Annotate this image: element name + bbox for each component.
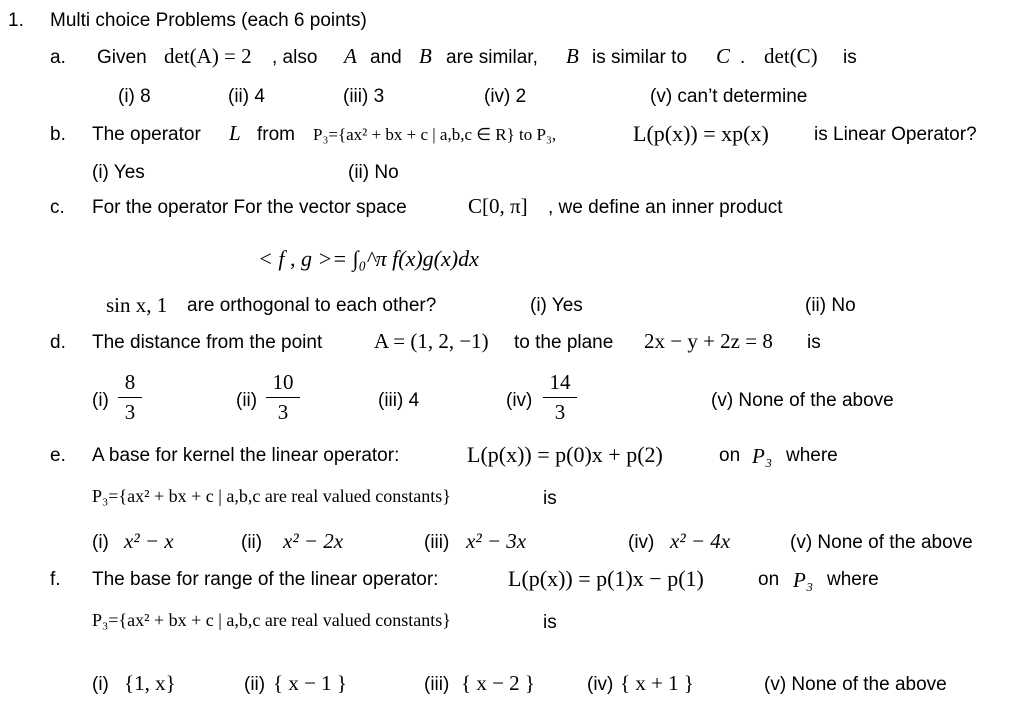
item-f-math: P₃	[793, 568, 814, 592]
fraction	[266, 370, 300, 425]
option-d-i[interactable]: (i)	[92, 390, 109, 411]
item-e-text: is	[543, 488, 557, 509]
option-e-iv-math: x² − 4x	[670, 529, 731, 553]
item-b-math: P₃={ax² + bx + c | a,b,c ∈ R} to P₃,	[313, 125, 557, 144]
option-e-i-math: x² − x	[124, 529, 174, 553]
fraction-denominator: 3	[554, 400, 566, 424]
item-f-math: P₃={ax² + bx + c | a,b,c are real valued constants}	[92, 610, 451, 630]
item-d-label: d.	[50, 332, 66, 353]
item-c-math: sin x, 1	[106, 293, 168, 317]
option-a-iii[interactable]: (iii) 3	[343, 86, 385, 107]
option-a-i[interactable]: (i) 8	[118, 86, 151, 107]
item-b-label: b.	[50, 124, 66, 145]
option-a-v[interactable]: (v) can’t determine	[650, 86, 808, 107]
item-a-text: .	[740, 47, 746, 68]
problem-heading: Multi choice Problems (each 6 points)	[50, 10, 367, 31]
option-f-ii-math: { x − 1 }	[273, 671, 348, 695]
item-f-text: The base for range of the linear operator:	[92, 569, 439, 590]
item-d-math: 2x − y + 2z = 8	[644, 329, 773, 353]
option-f-i[interactable]: (i)	[92, 674, 109, 695]
item-a-math: A	[344, 44, 357, 68]
item-e-text: where	[786, 445, 838, 466]
inner-product-formula: < f , g >= ∫₀^π f(x)g(x)dx	[258, 246, 479, 271]
option-f-ii[interactable]: (ii)	[244, 674, 266, 695]
item-a-label: a.	[50, 47, 66, 68]
option-f-iv-math: { x + 1 }	[620, 671, 695, 695]
item-f-math: L(p(x)) = p(1)x − p(1)	[508, 566, 704, 591]
option-d-iv[interactable]: (iv)	[506, 390, 533, 411]
fraction-numerator: 10	[272, 370, 294, 394]
item-e-text: A base for kernel the linear operator:	[92, 445, 400, 466]
item-f-label: f.	[50, 569, 61, 590]
item-c-math: C[0, π]	[468, 194, 528, 218]
item-a-text: Given	[97, 47, 147, 68]
item-b-math: L	[229, 121, 241, 145]
item-b-math: L(p(x)) = xp(x)	[633, 121, 769, 146]
item-b-text: is Linear Operator?	[814, 124, 977, 145]
option-d-ii[interactable]: (ii)	[236, 390, 258, 411]
item-d-math: A = (1, 2, −1)	[374, 329, 489, 353]
item-a-math: B	[566, 44, 579, 68]
fraction-bar	[266, 397, 300, 398]
option-d-v[interactable]: (v) None of the above	[711, 390, 894, 411]
option-e-i[interactable]: (i)	[92, 532, 109, 553]
item-d-text: is	[807, 332, 821, 353]
option-e-iii-math: x² − 3x	[466, 529, 527, 553]
item-a-text: is	[843, 47, 857, 68]
problem-number: 1.	[8, 10, 24, 31]
item-b-text: The operator	[92, 124, 201, 145]
item-e-label: e.	[50, 445, 66, 466]
option-c-ii[interactable]: (ii) No	[805, 295, 856, 316]
item-a-math: C	[716, 44, 731, 68]
option-e-ii-math: x² − 2x	[283, 529, 344, 553]
item-c-text: are orthogonal to each other?	[187, 295, 437, 316]
item-b-text: from	[257, 124, 295, 145]
item-a-text: are similar,	[446, 47, 538, 68]
item-f-text: where	[827, 569, 879, 590]
item-a-text: is similar to	[592, 47, 688, 68]
fraction-denominator: 3	[124, 400, 136, 424]
item-e-math: P₃={ax² + bx + c | a,b,c are real valued constants}	[92, 486, 451, 506]
option-e-iv[interactable]: (iv)	[628, 532, 655, 553]
item-e-math: P₃	[752, 444, 773, 468]
option-f-iv[interactable]: (iv)	[587, 674, 614, 695]
item-e-math: L(p(x)) = p(0)x + p(2)	[467, 442, 663, 467]
item-c-text: For the operator For the vector space	[92, 197, 407, 218]
item-a-text: and	[370, 47, 402, 68]
option-f-i-math: {1, x}	[124, 671, 176, 695]
option-d-iii[interactable]: (iii) 4	[378, 390, 420, 411]
item-a-math: B	[419, 44, 432, 68]
option-e-v[interactable]: (v) None of the above	[790, 532, 973, 553]
fraction-bar	[543, 397, 577, 398]
option-a-iv[interactable]: (iv) 2	[484, 86, 527, 107]
option-f-v[interactable]: (v) None of the above	[764, 674, 947, 695]
fraction	[118, 370, 142, 425]
item-d-text: to the plane	[514, 332, 614, 353]
option-f-iii[interactable]: (iii)	[424, 674, 450, 695]
item-c-label: c.	[50, 197, 65, 218]
fraction	[543, 370, 577, 425]
item-e-text: on	[719, 445, 741, 466]
option-a-ii[interactable]: (ii) 4	[228, 86, 265, 107]
item-f-text: on	[758, 569, 780, 590]
option-c-i[interactable]: (i) Yes	[530, 295, 583, 316]
item-c-text: , we define an inner product	[548, 197, 783, 218]
fraction-numerator: 8	[124, 370, 136, 394]
item-d-text: The distance from the point	[92, 332, 323, 353]
item-a-math: det(C)	[764, 44, 818, 68]
option-b-i[interactable]: (i) Yes	[92, 162, 145, 183]
option-e-ii[interactable]: (ii)	[241, 532, 263, 553]
fraction-numerator: 14	[549, 370, 571, 394]
option-b-ii[interactable]: (ii) No	[348, 162, 399, 183]
fraction-denominator: 3	[277, 400, 289, 424]
item-a-text: , also	[272, 47, 318, 68]
fraction-bar	[118, 397, 142, 398]
item-f-text: is	[543, 612, 557, 633]
option-e-iii[interactable]: (iii)	[424, 532, 450, 553]
item-a-math: det(A) = 2	[164, 44, 252, 68]
option-f-iii-math: { x − 2 }	[461, 671, 536, 695]
